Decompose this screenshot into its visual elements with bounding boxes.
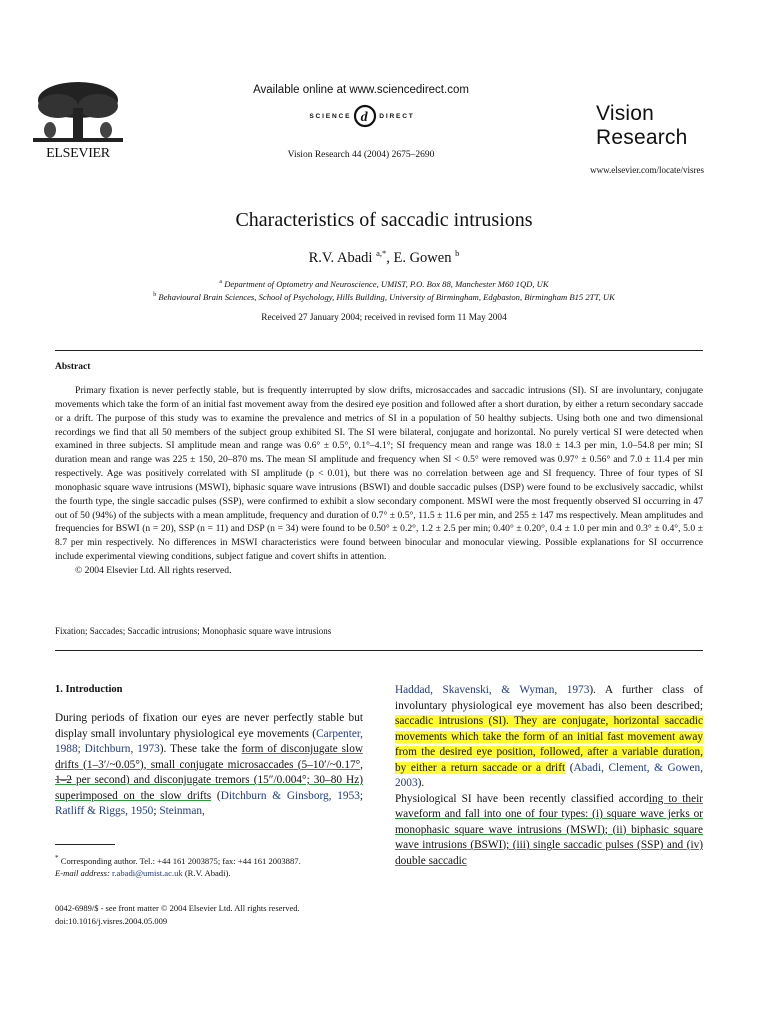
footnote-text: Corresponding author. Tel.: +44 161 2003875; fax: +44 161 2003887. [60,855,301,866]
highlighted-passage: saccadic intrusions (SI). They are conjugate, horizontal saccadic movements which take the form of an initial fast movement away from the desired eye position, followed, after a variable duration, by either a return saccade or a drift [395,715,703,774]
affiliation-a-mark: a [219,279,223,286]
svg-text:d: d [360,110,370,125]
intro-text-1: During periods of fixation our eyes are never perfectly stable but display small involuntary physiological eye movements ( [55,712,363,740]
footnote-rule [55,844,115,845]
journal-logo-line2: Research [596,126,688,149]
front-matter [55,902,385,927]
footnote-line [55,852,363,867]
abstract-heading: Abstract [55,362,91,372]
footnote-mark: * [55,854,59,862]
email-suffix: (R.V. Abadi). [182,868,231,879]
sd-right-text: DIRECT [379,112,415,120]
affiliation-b [60,292,708,302]
issn-line: 0042-6989/$ - see front matter © 2004 Elsevier Ltd. All rights reserved. [55,903,300,913]
left-column-text [55,711,363,820]
copyright-line: © 2004 Elsevier Ltd. All rights reserved. [75,564,232,576]
affiliation-b-mark: b [153,292,157,299]
affiliation-b-text: Behavioural Brain Sciences, School of Psychology, Hills Building, University of Birmingham, Edgbaston, Birmingham B15 2TT, UK [158,292,615,302]
intro-paragraph-1-cont [395,683,703,792]
intro-text-4: ). A further class of involuntary physiological eye movement has also been described; [395,684,703,712]
journal-url[interactable]: www.elsevier.com/locate/visres [590,165,704,175]
ref-ratliff-riggs[interactable]: Ratliff & Riggs, 1950 [55,805,154,817]
underlined-passage-3: ing to their waveform and fall into one of four types: (i) square wave jerks or monophasic square wave intrusions (MSWI); (ii) biphasic square wave intrusions (BSWI); (iii) single saccadic pulses (SSP) and (iv) double saccadic [395,792,703,867]
abstract-paragraph: Primary fixation is never perfectly stable, but is frequently interrupted by slow drifts, microsaccades and saccadic intrusions (SI). SI are involuntary, conjugate movements which take the form of an initial fast movement away from the desired eye position and followed after a short duration, by either a return secondary saccade or a drift. The purpose of this study was to examine the prevalence and metrics of SI in a population of 50 healthy subjects. Using both one and two dimensional recordings we find that all 50 members of the subject group exhibited SI. The SI were bilateral, conjugate and horizontal. No purely vertical SI were detected when examined in three subjects. SI amplitude mean and range was 0.6° ± 0.5°, 0.1°–4.1°; SI frequency mean and range was 18.0 ± 14.3 per min, 1.0–54.8 per min; SI duration mean and range was 225 ± 150, 20–870 ms. The mean SI amplitude and frequency when SI < 0.5° were removed was 0.97° ± 0.56° and 7.0 ± 11.4 per min respectively. Age was positively correlated with SI amplitude (p < 0.01), but there was no correlation between age and SI frequency. Three of four types of SI monophasic square wave intrusions (MSWI), biphasic square wave intrusions (BSWI) and double saccadic pulses (DSP) were found to be exclusively saccadic, whilst the fourth type, the single saccadic pulses (SSP), were confirmed to exhibit a slow secondary component. MSWI were the most frequently observed SI occurring in 47 out of 50 (94%) of the subjects with a mean amplitude, frequency and duration of 0.7° ± 0.5°, 11.5 ± 11.6 per min, and 255 ± 147 ms respectively. Mean amplitudes and frequencies for BSWI (n = 20), SSP (n = 11) and DSP (n = 34) were found to be 0.50° ± 0.2°, 1.2 ± 2.5 per min; 0.40° ± 0.20°, 0.4 ± 1.0 per min and 0.3° ± 0.4°, 5.0 ± 8.7 per min respectively. No differences in MSWI characteristics were found between binocular and monocular viewing. Possible explanations for SI occurrence include experimental viewing conditions, subject fatigue and covert shifts in attention. [55,385,703,563]
journal-logo-line1: Vision [596,102,655,125]
ref-ditchburn-ginsborg[interactable]: Ditchburn & Ginsborg, 1953 [220,789,360,802]
intro-paragraph-1 [55,711,363,820]
ref-abadi[interactable]: Abadi, Clement, & Gowen, 2003 [395,761,704,789]
received-dates: Received 27 January 2004; received in revised form 11 May 2004 [261,313,507,323]
author-line [60,248,708,267]
affiliation-a-text: Department of Optometry and Neuroscience, UMIST, P.O. Box 88, Manchester M60 1QD, UK [224,279,549,289]
intro-text-3: ( [211,789,221,802]
publisher-name: ELSEVIER [46,146,110,161]
sd-left-text: SCIENCE [309,112,352,120]
author-sep: , [386,249,394,266]
intro-paragraph-2 [395,792,703,870]
intro-text-5: ( [565,761,574,774]
section-heading-introduction: 1. Introduction [55,684,123,695]
ref-haddad[interactable]: Haddad, Skavenski, & Wyman, 1973 [395,684,590,696]
ref-carpenter[interactable]: Carpenter, 1988; Ditchburn, 1973 [55,727,363,755]
doi-line[interactable]: doi:10.1016/j.visres.2004.05.009 [55,915,168,926]
intro-text-2: ). These take the [159,743,242,755]
corresponding-author-footnote [55,852,363,880]
divider-top [55,350,703,351]
author-1: R.V. Abadi [308,249,373,266]
intro-text-7: Physiological SI have been recently classified accord [395,792,649,805]
author-2: E. Gowen [393,249,452,266]
abstract-body [55,384,703,578]
underlined-passage-2: per second) and disconjugate tremors (15″/0.004°; 30–80 Hz) superimposed on the slow drifts [55,774,363,802]
sciencedirect-logo [282,103,442,129]
available-online-text[interactable]: Available online at www.sciencedirect.com [253,84,469,96]
article-title: Characteristics of saccadic intrusions [235,209,533,231]
ref-separator: ; [359,789,364,802]
right-column-text [395,683,703,869]
ref-separator: ; [153,805,160,817]
keywords: Fixation; Saccades; Saccadic intrusions; Monophasic square wave intrusions [55,626,332,636]
journal-citation: Vision Research 44 (2004) 2675–2690 [287,150,435,160]
footnote-email-line [55,867,363,880]
affiliation-a [60,279,708,289]
sciencedirect-mark-icon [353,104,377,128]
ref-steinman[interactable]: Steinman, [159,805,205,817]
author-2-affil: b [455,248,460,258]
author-1-affil: a,* [376,248,387,258]
struck-text: 1–2 [55,774,72,786]
journal-logo [596,102,687,150]
divider-bottom [55,650,703,651]
email-label: E-mail address: [55,868,110,879]
email-link[interactable]: r.abadi@umist.ac.uk [111,868,183,879]
underlined-passage-1: form of disconjugate slow drifts (1–3′/~0.05°), small conjugate microsaccades (5–10′/~0.17°, [55,743,363,771]
intro-text-6: ). [417,777,425,789]
